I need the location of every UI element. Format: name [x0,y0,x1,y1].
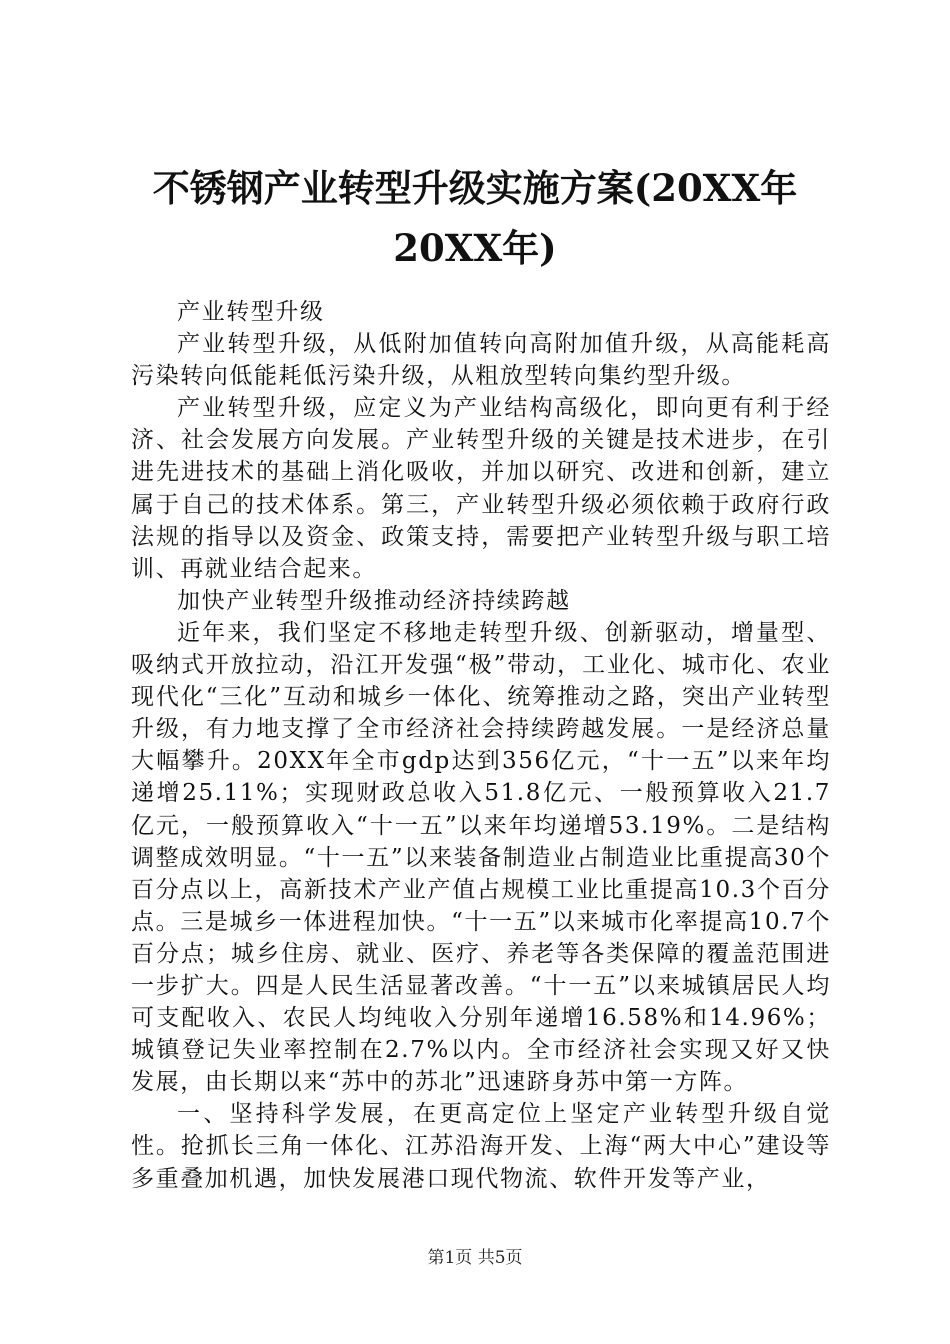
document-title: 不锈钢产业转型升级实施方案(20XX年20XX年) [152,166,798,270]
paragraph: 一、坚持科学发展，在更高定位上坚定产业转型升级自觉性。抢抓长三角一体化、江苏沿海开发、上海“两大中心”建设等多重叠加机遇，加快发展港口现代物流、软件开发等产业， [131,1101,831,1192]
page-footer: 第1页 共5页 [427,1248,523,1268]
section-heading: 加快产业转型升级推动经济持续跨越 [177,587,571,614]
paragraph: 近年来，我们坚定不移地走转型升级、创新驱动，增量型、吸纳式开放拉动，沿江开发强“极”带动，工业化、城市化、农业现代化“三化”互动和城乡一体化、统筹推动之路，突出产业转型升级，有力地支撑了全市经济社会持续跨越发展。一是经济总量大幅攀升。20XX年全市gdp达到356亿元，“十一五”以来年均递增25.11%；实现财政总收入51.8亿元、一般预算收入21.7亿元，一般预算收入“十一五”以来年均递增53.19%。二是结构调整成效明显。“十一五”以来装备制造业占制造业比重提高30个百分点以上，高新技术产业产值占规模工业比重提高10.3个百分点。三是城乡一体进程加快。“十一五”以来城市化率提高10.7个百分点；城乡住房、就业、医疗、养老等各类保障的覆盖范围进一步扩大。四是人民生活显著改善。“十一五”以来城镇居民人均可支配收入、农民人均纯收入分别年递增16.58%和14.96%；城镇登记失业率控制在2.7%以内。全市经济社会实现又好又快发展，由长期以来“苏中的苏北”迅速跻身苏中第一方阵。 [131,619,831,1096]
paragraph: 产业转型升级，应定义为产业结构高级化，即向更有利于经济、社会发展方向发展。产业转型升级的关键是技术进步，在引进先进技术的基础上消化吸收，并加以研究、改进和创新，建立属于自己的技术体系。第三，产业转型升级必须依赖于政府行政法规的指导以及资金、政策支持，需要把产业转型升级与职工培训、再就业结合起来。 [131,395,831,582]
document-body [131,296,831,1195]
section-heading: 产业转型升级 [177,299,325,325]
paragraph: 产业转型升级，从低附加值转向高附加值升级，从高能耗高污染转向低能耗低污染升级，从粗放型转向集约型升级。 [131,331,831,390]
